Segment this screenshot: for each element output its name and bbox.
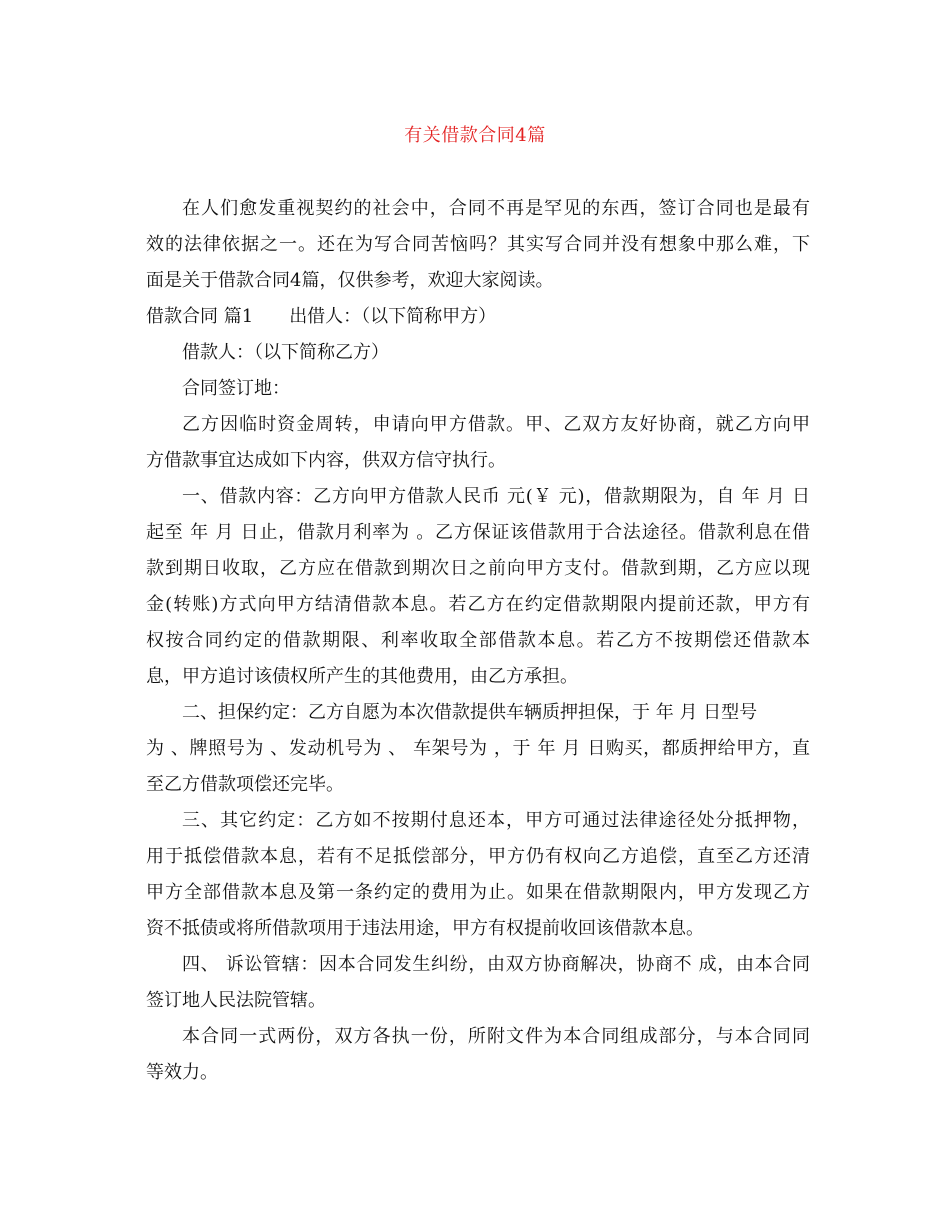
clause-3-line: 用于抵偿借款本息，若有不足抵偿部分，甲方仍有权向乙方追偿，直至乙方还清 (146, 846, 810, 867)
paragraph-line: 方借款事宜达成如下内容，供双方信守执行。 (146, 450, 506, 471)
paragraph-line: 乙方因临时资金周转，申请向甲方借款。甲、乙双方友好协商，就乙方向甲 (182, 414, 810, 435)
intro-line-3: 面是关于借款合同4篇，仅供参考，欢迎大家阅读。 (146, 270, 554, 291)
signing-place-label: 合同签订地： (182, 378, 290, 399)
closing-line: 本合同一式两份，双方各执一份，所附文件为本合同组成部分，与本合同同 (182, 1026, 810, 1047)
section-heading-row (146, 305, 810, 329)
clause-2-line: 至乙方借款项偿还完毕。 (146, 774, 344, 795)
clause-1-line: 一、借款内容：乙方向甲方借款人民币 元(￥ 元)，借款期限为，自 年 月 日 (182, 486, 810, 507)
document-title: 有关借款合同4篇 (404, 125, 546, 146)
clause-2-line: 为 、牌照号为 、发动机号为 、 车架号为 ，于 年 月 日购买，都质押给甲方，直 (146, 738, 810, 759)
clause-1-line: 息，甲方追讨该债权所产生的其他费用，由乙方承担。 (146, 666, 578, 687)
intro-line-2: 效的法律依据之一。还在为写合同苦恼吗？其实写合同并没有想象中那么难，下 (146, 234, 810, 255)
section-heading: 借款合同 篇1 (146, 306, 254, 327)
closing-line: 等效力。 (146, 1062, 218, 1083)
clause-3-line: 资不抵债或将所借款项用于违法用途，甲方有权提前收回该借款本息。 (146, 918, 704, 939)
clause-1-line: 金(转账)方式向甲方结清借款本息。若乙方在约定借款期限内提前还款，甲方有 (146, 594, 810, 615)
clause-4-line: 签订地人民法院管辖。 (146, 990, 326, 1011)
clause-3-line: 三、其它约定：乙方如不按期付息还本，甲方可通过法律途径处分抵押物， (182, 810, 810, 831)
clause-4-line: 四、 诉讼管辖：因本合同发生纠纷，由双方协商解决，协商不 成，由本合同 (182, 954, 810, 975)
clause-1-line: 起至 年 月 日止，借款月利率为 。乙方保证该借款用于合法途径。借款利息在借 (146, 522, 810, 543)
lender-label: 出借人：（以下简称甲方） (289, 306, 497, 327)
clause-2-line: 二、担保约定：乙方自愿为本次借款提供车辆质押担保，于 年 月 日型号 (182, 702, 758, 723)
clause-3-line: 甲方全部借款本息及第一条约定的费用为止。如果在借款期限内，甲方发现乙方 (146, 882, 810, 903)
clause-1-line: 款到期日收取，乙方应在借款到期次日之前向甲方支付。借款到期，乙方应以现 (146, 558, 810, 579)
intro-line-1: 在人们愈发重视契约的社会中，合同不再是罕见的东西，签订合同也是最有 (182, 198, 810, 219)
borrower-label: 借款人：（以下简称乙方） (182, 342, 389, 363)
clause-1-line: 权按合同约定的借款期限、利率收取全部借款本息。若乙方不按期偿还借款本 (146, 630, 810, 651)
